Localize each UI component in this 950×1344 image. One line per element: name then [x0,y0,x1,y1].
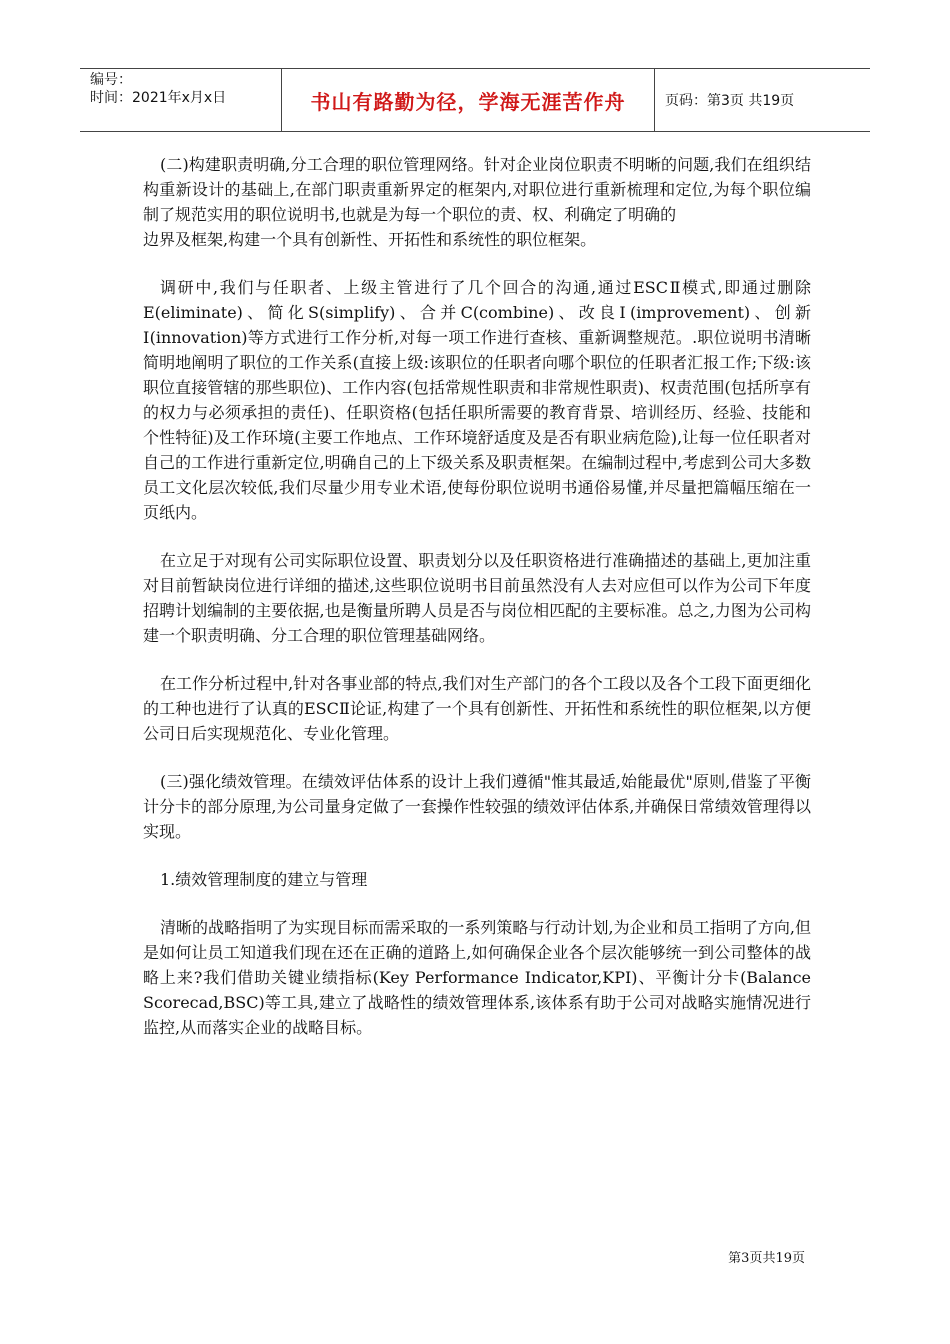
date-text: 时间：2021年x月x日 [90,90,227,106]
header-motto: 书山有路勤为径，学海无涯苦作舟 [282,69,655,131]
header-info-cell [80,69,282,131]
page-header [80,68,870,132]
paragraph: (二)构建职责明确,分工合理的职位管理网络。针对企业岗位职责不明晰的问题,我们在组织结构重新设计的基础上,在部门职责重新界定的框架内,对职位进行重新梳理和定位,为每个职位编制了规范实用的职位说明书,也就是为每一个职位的责、权、利确定了明确的 [143,155,811,224]
document-body [143,152,811,1063]
page-footer: 第3页共19页 [728,1251,805,1266]
number-label: 编号： [90,72,132,88]
paragraph: (三)强化绩效管理。在绩效评估体系的设计上我们遵循"惟其最适,始能最优"原则,借鉴了平衡计分卡的部分原理,为公司量身定做了一套操作性较强的绩效评估体系,并确保日常绩效管理得以实现。 [143,772,811,841]
header-page-number: 页码：第3页 共19页 [665,93,795,109]
paragraph: 边界及框架,构建一个具有创新性、开拓性和系统性的职位框架。 [143,230,597,249]
paragraph: 在工作分析过程中,针对各事业部的特点,我们对生产部门的各个工段以及各个工段下面更细化的工种也进行了认真的ESCⅡ论证,构建了一个具有创新性、开拓性和系统性的职位框架,以方便公司日后实现规范化、专业化管理。 [143,674,811,743]
paragraph: 调研中,我们与任职者、上级主管进行了几个回合的沟通,通过ESCⅡ模式,即通过删除E(eliminate)、简化S(simplify)、合并C(combine)、改良Ⅰ(improvement)、创新Ⅰ(innovation)等方式进行工作分析,对每一项工作进行查核、重新调整规范。.职位说明书清晰简明地阐明了职位的工作关系(直接上级:该职位的任职者向哪个职位的任职者汇报工作;下级:该职位直接管辖的那些职位)、工作内容(包括常规性职责和非常规性职责)、权责范围(包括所享有的权力与必须承担的责任)、任职资格(包括任职所需要的教育背景、培训经历、经验、技能和个性特征)及工作环境(主要工作地点、工作环境舒适度及是否有职业病危险),让每一位任职者对自己的工作进行重新定位,明确自己的上下级关系及职责框架。在编制过程中,考虑到公司大多数员工文化层次较低,我们尽量少用专业术语,使每份职位说明书通俗易懂,并尽量把篇幅压缩在一页纸内。 [143,278,811,522]
section-heading: 1.绩效管理制度的建立与管理 [160,870,368,889]
paragraph: 清晰的战略指明了为实现目标而需采取的一系列策略与行动计划,为企业和员工指明了方向,但是如何让员工知道我们现在还在正确的道路上,如何确保企业各个层次能够统一到公司整体的战略上来?我们借助关键业绩指标(Key Performance Indicator,KPI)、平衡计分卡(Balance Scorecad,BSC)等工具,建立了战略性的绩效管理体系,该体系有助于公司对战略实施情况进行监控,从而落实企业的战略目标。 [143,918,811,1037]
paragraph: 在立足于对现有公司实际职位设置、职责划分以及任职资格进行准确描述的基础上,更加注重对目前暂缺岗位进行详细的描述,这些职位说明书目前虽然没有人去对应但可以作为公司下年度招聘计划编制的主要依据,也是衡量所聘人员是否与岗位相匹配的主要标准。总之,力图为公司构建一个职责明确、分工合理的职位管理基础网络。 [143,551,811,645]
